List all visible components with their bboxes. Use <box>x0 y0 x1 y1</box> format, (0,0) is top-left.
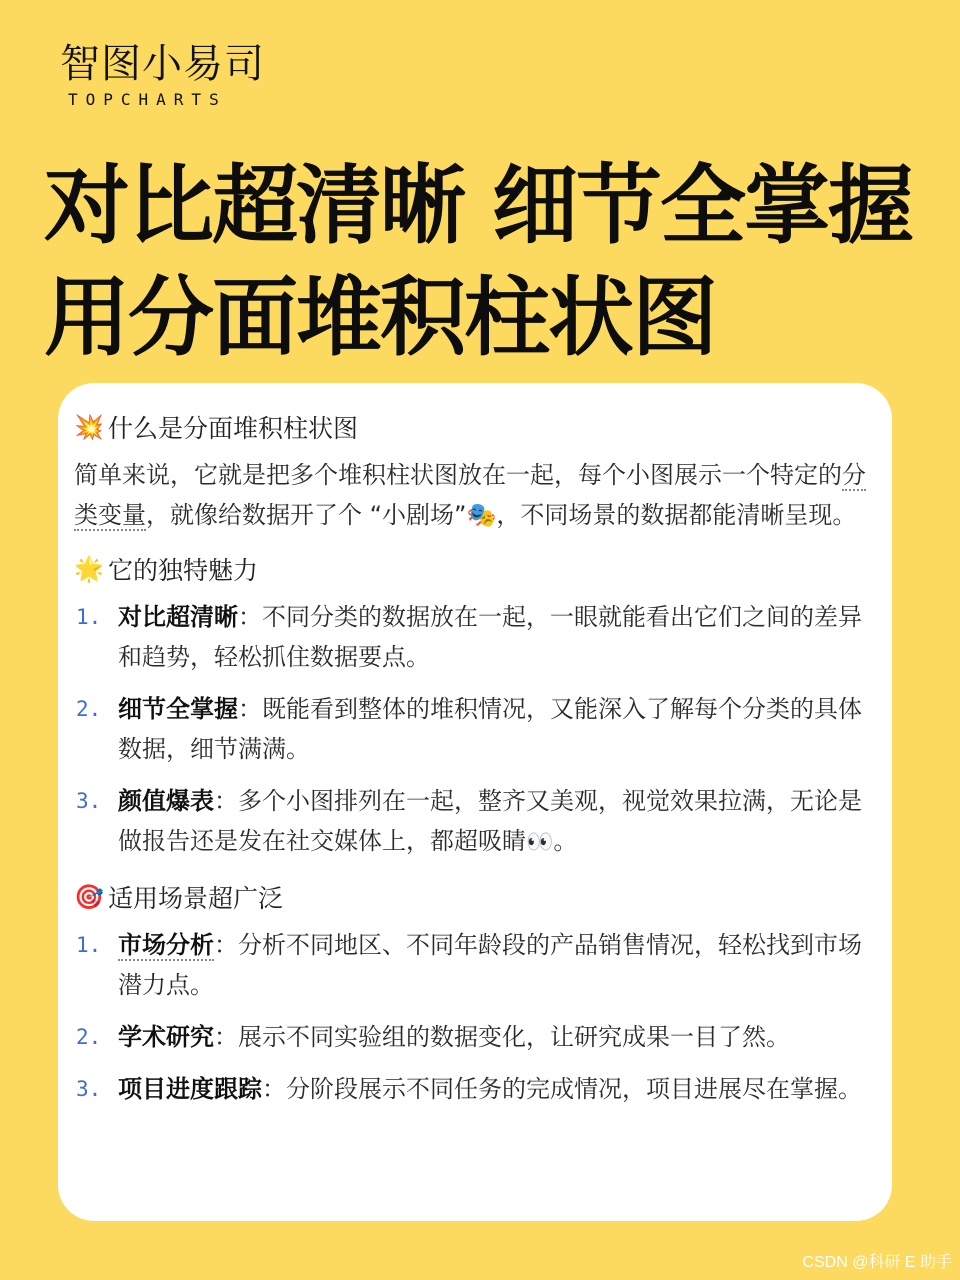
definition-text-c: ，不同场景的数据都能清晰呈现。 <box>496 501 857 529</box>
eyes-icon: 👀 <box>526 830 554 855</box>
list-item <box>74 1069 870 1109</box>
title-line-1: 对比超清晰 细节全掌握 <box>44 156 912 256</box>
brand-name-cn: 智图小易司 <box>60 41 265 87</box>
list-item-keyword: 对比超清晰 <box>118 603 238 631</box>
list-item-keyword: 项目进度跟踪 <box>118 1075 262 1103</box>
section-title-text: 什么是分面堆积柱状图 <box>108 414 359 443</box>
list-number: 3. <box>76 1077 102 1101</box>
content-card <box>58 383 892 1221</box>
section-what-is-title <box>74 407 870 447</box>
list-item <box>74 597 870 677</box>
scenario-list <box>74 925 870 1109</box>
list-item <box>74 1017 870 1057</box>
list-item-text <box>118 1069 862 1109</box>
list-number: 1. <box>76 933 102 957</box>
list-number: 2. <box>76 1025 102 1049</box>
list-item-text <box>118 781 870 863</box>
title-line-2: 用分面堆积柱状图 <box>44 268 716 368</box>
list-item-keyword: 学术研究 <box>118 1023 214 1051</box>
section-title-text: 适用场景超广泛 <box>108 884 284 913</box>
direct-hit-icon: 🎯 <box>74 883 104 911</box>
list-item-keyword: 颜值爆表 <box>118 787 214 815</box>
definition-paragraph <box>74 455 870 535</box>
list-item <box>74 925 870 1005</box>
list-number: 2. <box>76 697 102 721</box>
glowing-star-icon: 🌟 <box>74 555 104 583</box>
glossary-link-category-variable[interactable]: 分类变量 <box>74 461 866 529</box>
charm-list <box>74 597 870 863</box>
list-item-keyword: 细节全掌握 <box>118 695 238 723</box>
list-item-text <box>118 925 870 1005</box>
brand-name-en: TOPCHARTS <box>68 90 227 109</box>
page-title <box>44 150 912 374</box>
collision-icon: 💥 <box>74 413 104 441</box>
list-item-desc: ：多个小图排列在一起，整齐又美观，视觉效果拉满，无论是做报告还是发在社交媒体上，都超吸睛 <box>118 787 862 855</box>
list-item-text <box>118 597 870 677</box>
list-item-desc: ：不同分类的数据放在一起，一眼就能看出它们之间的差异和趋势，轻松抓住数据要点。 <box>118 603 862 671</box>
section-title-text: 它的独特魅力 <box>108 556 259 585</box>
definition-text-a: 简单来说，它就是把多个堆积柱状图放在一起，每个小图展示一个特定的 <box>74 461 842 489</box>
glossary-link-market-analysis[interactable]: 市场分析 <box>118 931 214 959</box>
list-item-text <box>118 689 870 769</box>
list-item-desc: ：分析不同地区、不同年龄段的产品销售情况，轻松找到市场潜力点。 <box>118 931 862 999</box>
list-item-desc: ：展示不同实验组的数据变化，让研究成果一目了然。 <box>214 1023 790 1051</box>
theater-masks-icon: 🎭 <box>466 501 497 529</box>
list-item <box>74 689 870 769</box>
watermark: CSDN @科研 E 助手 <box>802 1254 952 1271</box>
list-number: 3. <box>76 789 102 813</box>
list-item-desc: ：分阶段展示不同任务的完成情况，项目进展尽在掌握。 <box>262 1075 862 1103</box>
section-charm-title <box>74 549 870 589</box>
list-number: 1. <box>76 605 102 629</box>
list-item-text <box>118 1017 790 1057</box>
list-item-desc: ：既能看到整体的堆积情况，又能深入了解每个分类的具体数据，细节满满。 <box>118 695 862 763</box>
brand-logo <box>60 40 265 109</box>
section-scenarios-title <box>74 877 870 917</box>
list-item <box>74 781 870 863</box>
definition-text-b: ，就像给数据开了个 “小剧场” <box>146 501 467 529</box>
list-item-end: 。 <box>553 827 578 855</box>
